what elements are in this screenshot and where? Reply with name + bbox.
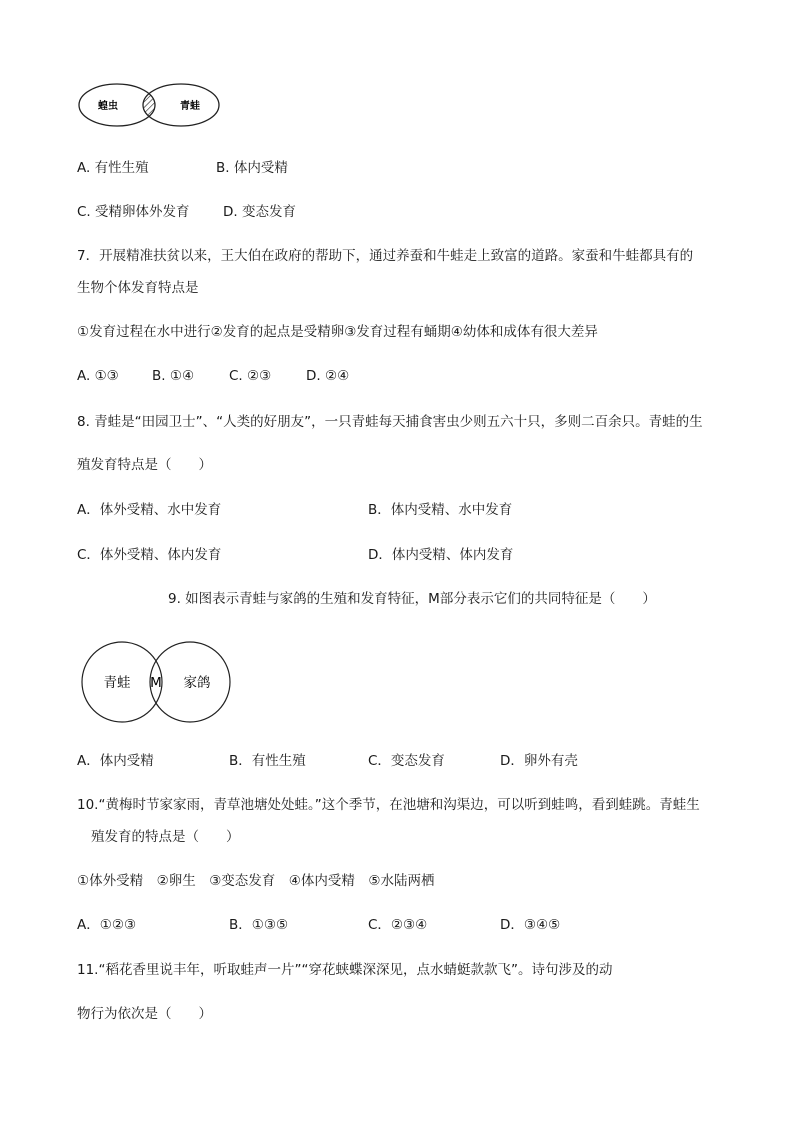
q7-stem-line2: 生物个体发育特点是 <box>77 280 199 296</box>
q10-stem-line1: 10.“黄梅时节家家雨，青草池塘处处蛙。”这个季节，在池塘和沟渠边，可以听到蛙鸣，看到蛙跳。青蛙生 <box>77 797 700 813</box>
q8-stem-line2: 殖发育特点是（ ） <box>77 457 212 473</box>
venn-label-right: 青蛙 <box>180 101 200 112</box>
q6-option-c[interactable]: C. 受精卵体外发育 <box>77 204 190 220</box>
venn-label-left: 蝗虫 <box>98 101 118 112</box>
q7-option-a[interactable]: A. ①③ <box>77 368 119 384</box>
q7-option-b[interactable]: B. ①④ <box>152 368 195 384</box>
q10-statements: ①体外受精 ②卵生 ③变态发育 ④体内受精 ⑤水陆两栖 <box>77 873 435 889</box>
q7-option-d[interactable]: D. ②④ <box>306 368 350 384</box>
q8-option-b[interactable]: B．体内受精、水中发育 <box>368 502 513 518</box>
q7-option-c[interactable]: C. ②③ <box>229 368 272 384</box>
q11-stem-line1: 11.“稻花香里说丰年，听取蛙声一片”“穿花蛱蝶深深见，点水蜻蜓款款飞”。诗句涉及的动 <box>77 962 613 978</box>
q8-stem-line1: 8. 青蛙是“田园卫士”、“人类的好朋友”，一只青蛙每天捕食害虫少则五六十只，多则二百余只。青蛙的生 <box>77 414 703 430</box>
q10-option-b[interactable]: B．①③⑤ <box>229 917 289 933</box>
q9-option-a[interactable]: A．体内受精 <box>77 753 154 769</box>
q8-option-a[interactable]: A．体外受精、水中发育 <box>77 502 222 518</box>
venn-diagram-locust-frog <box>75 80 225 130</box>
q8-option-d[interactable]: D．体内受精、体内发育 <box>368 547 514 563</box>
q6-option-d[interactable]: D. 变态发育 <box>223 204 296 220</box>
q6-option-b[interactable]: B. 体内受精 <box>216 160 288 176</box>
q6-option-a[interactable]: A. 有性生殖 <box>77 160 149 176</box>
q10-option-d[interactable]: D．③④⑤ <box>500 917 561 933</box>
venn-diagram-frog-pigeon <box>78 640 238 726</box>
q9-option-d[interactable]: D．卵外有壳 <box>500 753 578 769</box>
venn-label-pigeon: 家鸽 <box>183 675 211 691</box>
q9-stem: 9. 如图表示青蛙与家鸽的生殖和发育特征，M部分表示它们的共同特征是（ ） <box>168 591 656 607</box>
q10-option-a[interactable]: A．①②③ <box>77 917 137 933</box>
q10-option-c[interactable]: C．②③④ <box>368 917 428 933</box>
q7-stem-line1: 7．开展精准扶贫以来，王大伯在政府的帮助下，通过养蚕和牛蛙走上致富的道路。家蚕和牛蛙都具有的 <box>77 248 694 264</box>
venn-label-frog: 青蛙 <box>103 675 131 691</box>
q10-stem-line2: 殖发育的特点是（ ） <box>91 829 240 845</box>
q9-option-c[interactable]: C．变态发育 <box>368 753 445 769</box>
venn-label-m: M <box>150 675 162 691</box>
q9-option-b[interactable]: B．有性生殖 <box>229 753 306 769</box>
q11-stem-line2: 物行为依次是（ ） <box>77 1006 212 1022</box>
q8-option-c[interactable]: C．体外受精、体内发育 <box>77 547 222 563</box>
q7-statements: ①发育过程在水中进行②发育的起点是受精卵③发育过程有蛹期④幼体和成体有很大差异 <box>77 324 598 340</box>
